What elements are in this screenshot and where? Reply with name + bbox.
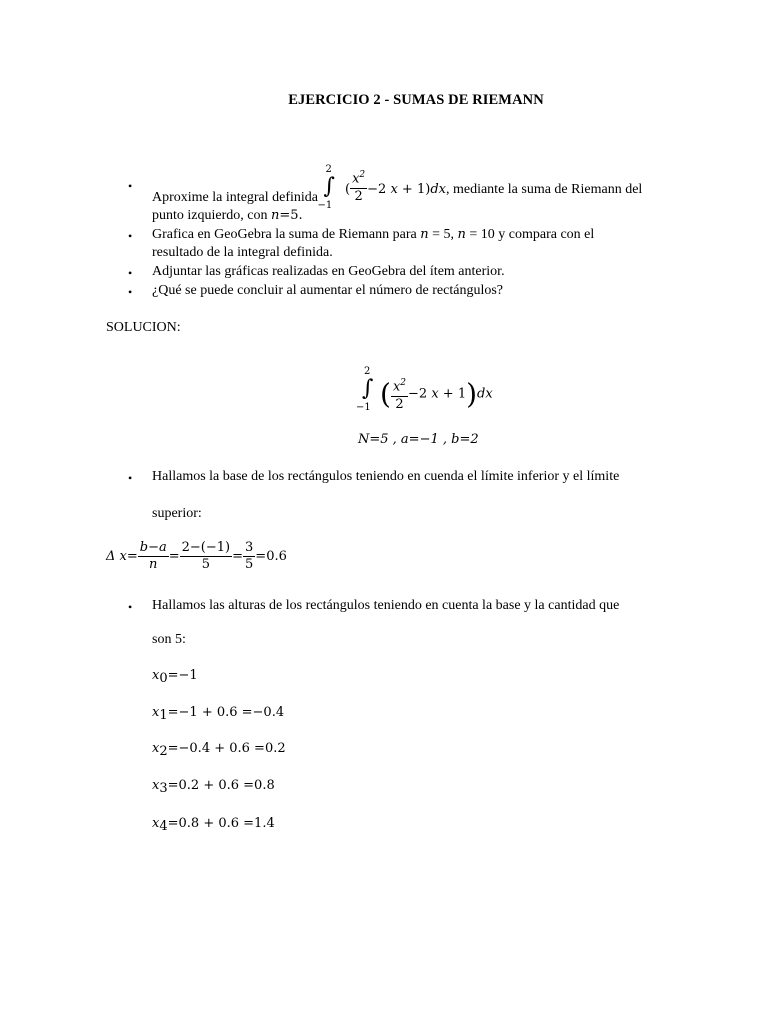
x-value-row: $x_4=0.8 + 0.6 =1.4$ <box>152 816 275 834</box>
page-title: EJERCICIO 2 - SUMAS DE RIEMANN <box>288 92 544 108</box>
task-text-tail: , mediante la suma de Riemann del <box>445 182 643 198</box>
bullet-attach-task: Adjuntar las gráficas realizadas en GeoGebra del ítem anterior. <box>152 264 505 279</box>
integral-sign: 2 ∫ −1 <box>356 366 374 413</box>
x-value-row: $x_1=-1 + 0.6 =-0.4$ <box>152 705 285 723</box>
integral-display: 2 ∫ −1 ( $\frac{x^2}{2}$ −2 x + 1)dx <box>360 372 493 416</box>
step2-text: Hallamos las alturas de los rectángulos teniendo en cuenta la base y la cantidad que <box>152 598 620 613</box>
task-line: resultado de la integral definida. <box>152 245 333 260</box>
bullet-marker: • <box>128 471 133 485</box>
step1-text: Hallamos la base de los rectángulos teniendo en cuenda el límite inferior y el límite <box>152 469 620 484</box>
bullet-marker: • <box>128 266 133 280</box>
bullet-conclusion-task: ¿Qué se puede concluir al aumentar el número de rectángulos? <box>152 283 504 298</box>
task-text: Aproxime la integral definida <box>152 190 318 206</box>
solution-label: SOLUCION: <box>106 320 181 335</box>
fraction-x2-over-2: $\frac{x^2}{2}$ <box>350 167 367 204</box>
task-line2: punto izquierdo, con n=5. <box>152 208 303 223</box>
bullet-marker: • <box>128 229 133 243</box>
bullet-integral-task: Aproxime la integral definida 2 ∫ −1 ( $\frac{x^2}{2}$ −2 x + 1)dx, mediante la suma de Riemann del <box>152 164 643 211</box>
integral-sign: 2 ∫ −1 <box>317 164 335 211</box>
x-value-row: $x_2=-0.4 + 0.6 =0.2$ <box>152 741 286 759</box>
step1-text-cont: superior: <box>152 506 202 521</box>
bullet-geogebra-task: Grafica en GeoGebra la suma de Riemann para n = 5, n = 10 y compara con el <box>152 227 595 242</box>
delta-x-formula: Δ x= $\frac{b-a}{n}$ = $\frac{2-(-1)}{5}$ = $\frac{3}{5}$ =0.6 <box>106 540 287 572</box>
step2-text-cont: son 5: <box>152 632 186 647</box>
bullet-marker: • <box>128 179 133 193</box>
fraction-x2-over-2: $\frac{x^2}{2}$ <box>391 375 408 412</box>
x-value-row: $x_3=0.2 + 0.6 =0.8$ <box>152 778 275 796</box>
bullet-marker: • <box>128 600 133 614</box>
x-value-row: $x_0=-1$ <box>152 668 198 686</box>
parameters-line: N=5 , a=−1 , b=2 <box>358 432 479 447</box>
bullet-marker: • <box>128 285 133 299</box>
